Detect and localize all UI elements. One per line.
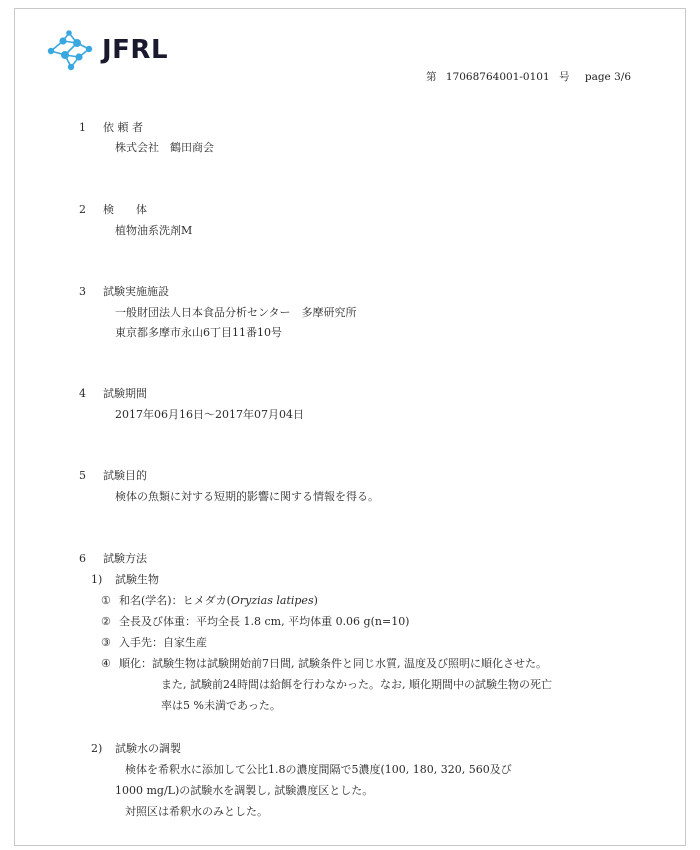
subsection-2-heading: 2) 試験水の調製	[91, 742, 181, 755]
section-4-heading: 4 試験期間	[79, 387, 147, 400]
subsection-2-line-2: 1000 mg/L)の試験水を調製し, 試験濃度区とした。	[115, 784, 374, 797]
scientific-name: Oryzias latipes	[230, 594, 314, 607]
document-page	[14, 8, 686, 846]
item-4-line-3: 率は5 %未満であった。	[161, 699, 281, 712]
section-2-heading: 2 検 体	[79, 203, 147, 216]
doc-suffix: 号	[559, 71, 570, 83]
item-4: ④ 順化：試験生物は試験開始前7日間, 試験条件と同じ水質, 温度及び照明に順化させた。	[101, 657, 547, 670]
subsection-2-line-3: 対照区は希釈水のみとした。	[125, 805, 268, 818]
section-6-heading: 6 試験方法	[79, 552, 147, 565]
subsection-2-line-1: 検体を希釈水に添加して公比1.8の濃度間隔で5濃度(100, 180, 320, 560及び	[125, 763, 512, 776]
section-5-body: 検体の魚類に対する短期的影響に関する情報を得る。	[115, 490, 379, 503]
doc-number: 17068764001-0101	[445, 71, 550, 83]
item-3: ③ 入手先：自家生産	[101, 636, 207, 649]
item-4-line-2: また, 試験前24時間は給餌を行わなかった。なお, 順化期間中の試験生物の死亡	[161, 678, 552, 691]
section-1-heading: 1 依 頼 者	[79, 121, 143, 134]
section-3-heading: 3 試験実施施設	[79, 285, 169, 298]
document-number	[420, 69, 631, 84]
section-3-line-1: 一般財団法人日本食品分析センター 多摩研究所	[115, 306, 357, 319]
network-logo-icon	[45, 29, 101, 75]
page-label: page 3/6	[584, 71, 631, 83]
subsection-1-heading: 1) 試験生物	[91, 573, 159, 586]
doc-prefix: 第	[426, 71, 437, 83]
section-5-heading: 5 試験目的	[79, 469, 147, 482]
item-2: ② 全長及び体重：平均全長 1.8 cm, 平均体重 0.06 g(n=10)	[101, 615, 410, 628]
section-1-body: 株式会社 鶴田商会	[115, 141, 214, 154]
item-1: ① 和名(学名)：ヒメダカ(Oryzias latipes)	[101, 594, 318, 607]
section-4-body: 2017年06月16日～2017年07月04日	[115, 408, 304, 421]
logo-text: JFRL	[102, 35, 169, 65]
section-2-body: 植物油系洗剤M	[115, 224, 193, 237]
section-3-line-2: 東京都多摩市永山6丁目11番10号	[115, 326, 282, 339]
